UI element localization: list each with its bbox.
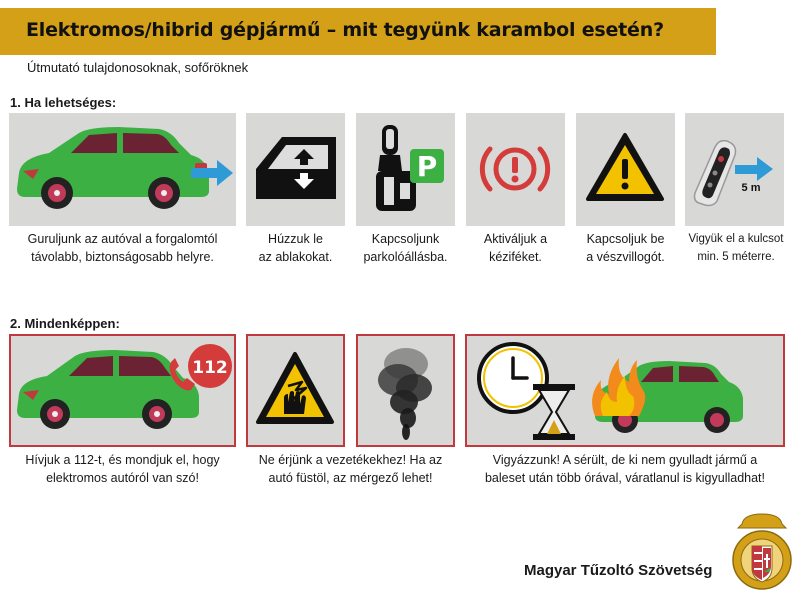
key-fob-icon: [685, 113, 784, 226]
caption-line: Kapcsoljuk be: [586, 232, 665, 246]
caption-line: Vigyük el a kulcsot: [688, 233, 784, 245]
page-title: Elektromos/hibrid gépjármű – mit tegyünk karambol esetén?: [26, 19, 664, 41]
warning-triangle-icon: [576, 113, 675, 226]
car-phone-icon: [11, 336, 234, 445]
step-brake-caption: [461, 230, 570, 266]
step-hazard-caption: [571, 230, 680, 266]
caption-line: Kapcsoljunk: [371, 232, 440, 246]
caption-line: kéziféket.: [489, 250, 542, 264]
section-1-label: 1. Ha lehetséges:: [10, 95, 117, 110]
step-key-panel: [685, 113, 784, 226]
distance-label: 5 m: [741, 182, 761, 194]
caption-line: Vigyázzunk! A sérült, de ki nem gyulladt jármű a: [492, 453, 758, 467]
step-move-car-panel: [9, 113, 236, 226]
step-move-car-caption: [9, 230, 236, 266]
caption-line: Hívjuk a 112-t, és mondjuk el, hogy: [25, 453, 220, 467]
caption-line: Húzzuk le: [268, 232, 323, 246]
gear-shift-park-icon: [356, 113, 455, 226]
section-2-label: 2. Mindenképpen:: [10, 316, 120, 331]
clock-fire-icon: [467, 336, 783, 445]
step-brake-panel: [466, 113, 565, 226]
emergency-number-badge: 112: [192, 358, 228, 378]
car-arrow-icon: [9, 113, 236, 226]
caption-line: elektromos autóról van szó!: [46, 471, 199, 485]
parking-brake-icon: [466, 113, 565, 226]
step-smoke-panel: [356, 334, 455, 447]
organization-name: Magyar Tűzoltó Szövetség: [524, 562, 713, 579]
step-windows-caption: [246, 230, 345, 266]
step-electric-caption: [246, 451, 455, 487]
fire-association-emblem-icon: [730, 510, 794, 592]
page-subtitle: Útmutató tulajdonosoknak, sofőröknek: [27, 60, 249, 75]
caption-line: min. 5 méterre.: [697, 251, 775, 263]
electric-hazard-icon: [248, 336, 343, 445]
step-key-caption: [680, 230, 792, 266]
caption-line: autó füstöl, az mérgező lehet!: [268, 471, 433, 485]
step-windows-panel: [246, 113, 345, 226]
caption-line: parkolóállásba.: [363, 250, 448, 264]
step-park-panel: [356, 113, 455, 226]
step-hazard-panel: [576, 113, 675, 226]
smoke-icon: [358, 336, 453, 445]
step-delayed-fire-caption: [465, 451, 785, 487]
park-badge: P: [416, 150, 438, 183]
step-park-caption: [351, 230, 460, 266]
step-electric-panel: [246, 334, 345, 447]
caption-line: baleset után több órával, váratlanul is kigyulladhat!: [484, 471, 766, 485]
caption-line: Aktiváljuk a: [483, 232, 548, 246]
title-bar: [0, 8, 716, 55]
caption-line: az ablakokat.: [258, 250, 333, 264]
step-delayed-fire-panel: [465, 334, 785, 447]
caption-line: Ne érjünk a vezetékekhez! Ha az: [258, 453, 443, 467]
caption-line: Guruljunk az autóval a forgalomtól: [27, 232, 218, 246]
step-call-caption: [4, 451, 241, 487]
window-icon: [246, 113, 345, 226]
caption-line: a vészvillogót.: [586, 250, 665, 264]
caption-line: távolabb, biztonságosabb helyre.: [31, 250, 214, 264]
step-call-panel: [9, 334, 236, 447]
